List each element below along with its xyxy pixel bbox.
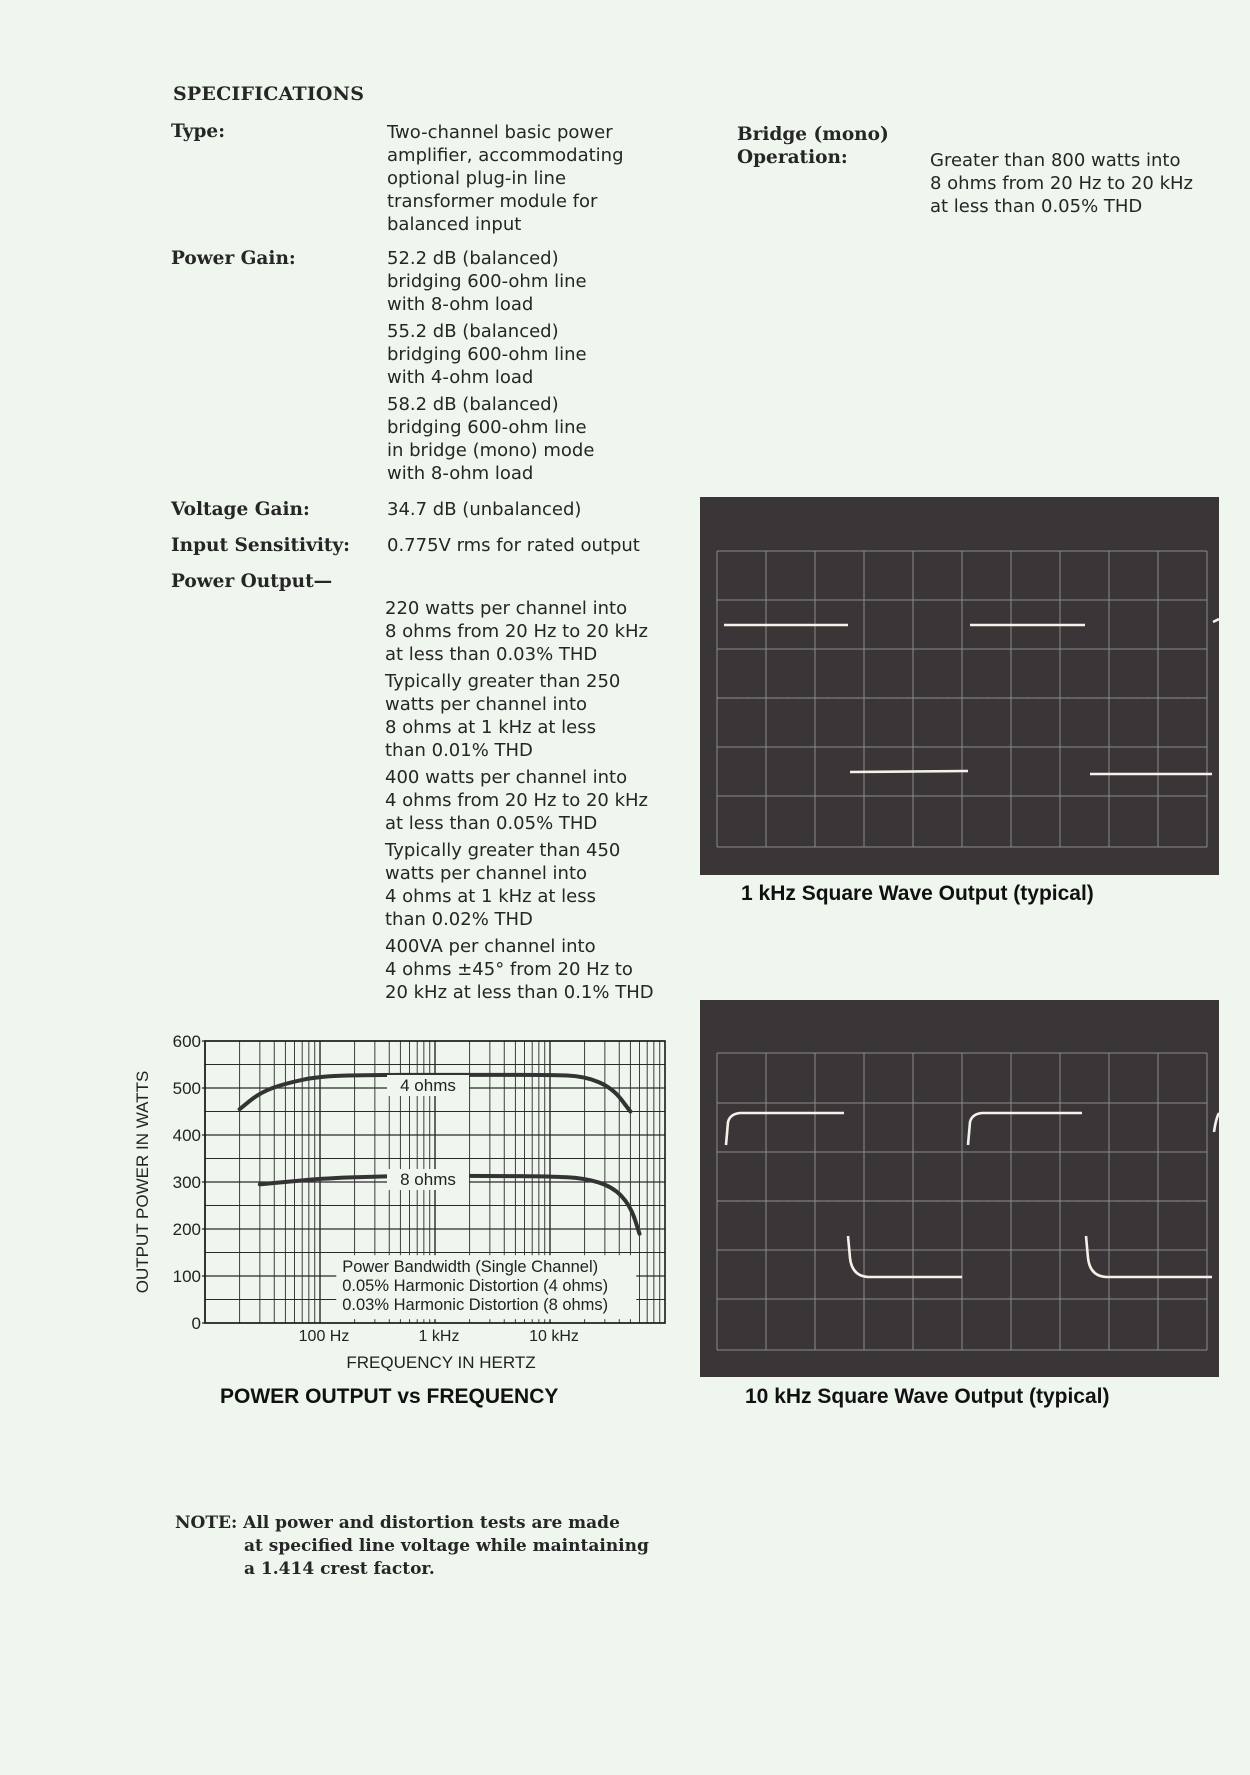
power-output-value-5: 400VA per channel into 4 ohms ±45° from 20 Hz to 20 kHz at less than 0.1% THD <box>385 936 654 1003</box>
power-gain-values <box>387 247 594 485</box>
scope-10khz-caption: 10 kHz Square Wave Output (typical) <box>745 1385 1110 1408</box>
scope-1khz-caption: 1 kHz Square Wave Output (typical) <box>741 882 1094 905</box>
y-axis-label: OUTPUT POWER IN WATTS <box>133 1070 152 1294</box>
voltage-gain-value: 34.7 dB (unbalanced) <box>387 499 582 520</box>
note-line-1: NOTE: All power and distortion tests are made <box>175 1513 620 1533</box>
y-tick-label: 600 <box>172 1032 201 1051</box>
power-gain-label: Power Gain: <box>171 248 296 269</box>
power-output-values <box>385 597 654 1004</box>
series-label: 4 ohms <box>400 1076 456 1095</box>
power-output-label: Power Output— <box>171 571 333 592</box>
bridge-label-1: Bridge (mono) <box>737 124 889 145</box>
input-sensitivity-label: Input Sensitivity: <box>171 535 350 556</box>
note-line-3: a 1.414 crest factor. <box>244 1559 435 1579</box>
scope-1khz-trace <box>700 497 1219 875</box>
voltage-gain-label: Voltage Gain: <box>171 499 310 520</box>
scope-10khz-trace <box>700 1000 1219 1377</box>
power-output-value-4: Typically greater than 450 watts per channel into 4 ohms at 1 kHz at less than 0.02% THD <box>385 840 621 930</box>
chart-title: POWER OUTPUT vs FREQUENCY <box>220 1385 559 1408</box>
chart-annotation: Power Bandwidth (Single Channel) <box>342 1258 599 1277</box>
x-tick-label: 100 Hz <box>298 1328 350 1345</box>
y-tick-label: 0 <box>191 1314 201 1333</box>
x-tick-label: 1 kHz <box>418 1328 460 1345</box>
scope-10khz-photo <box>700 1000 1219 1377</box>
y-tick-label: 100 <box>172 1267 201 1286</box>
chart-annotation: 0.05% Harmonic Distortion (4 ohms) <box>342 1277 609 1296</box>
bridge-label-2: Operation: <box>737 147 848 168</box>
chart-series <box>240 1075 640 1234</box>
type-label: Type: <box>171 121 226 142</box>
bridge-value-text: Greater than 800 watts into 8 ohms from 20 Hz to 20 kHz at less than 0.05% THD <box>930 150 1193 217</box>
power-gain-value-1: 52.2 dB (balanced) bridging 600-ohm line with 8-ohm load <box>387 248 587 315</box>
x-axis-label: FREQUENCY IN HERTZ <box>346 1353 536 1372</box>
power-gain-value-2: 55.2 dB (balanced) bridging 600-ohm line with 4-ohm load <box>387 321 587 388</box>
type-value-text: Two-channel basic power amplifier, accommodating optional plug-in line transformer module for balanced input <box>387 122 624 235</box>
power-output-value-1: 220 watts per channel into 8 ohms from 20 Hz to 20 kHz at less than 0.03% THD <box>385 598 648 665</box>
input-sensitivity-value: 0.775V rms for rated output <box>387 535 640 556</box>
y-tick-label: 500 <box>172 1079 201 1098</box>
power-vs-frequency-chart <box>120 1025 680 1405</box>
power-output-value-3: 400 watts per channel into 4 ohms from 20 Hz to 20 kHz at less than 0.05% THD <box>385 767 648 834</box>
note-line-2: at specified line voltage while maintaining <box>244 1536 649 1556</box>
power-gain-value-3: 58.2 dB (balanced) bridging 600-ohm line in bridge (mono) mode with 8-ohm load <box>387 394 595 484</box>
chart-labels <box>133 1032 636 1372</box>
scope-1khz-photo <box>700 497 1219 875</box>
type-value <box>387 121 624 236</box>
specifications-heading: SPECIFICATIONS <box>173 83 365 105</box>
y-tick-label: 200 <box>172 1220 201 1239</box>
y-tick-label: 300 <box>172 1173 201 1192</box>
bridge-value <box>930 149 1193 218</box>
x-tick-label: 10 kHz <box>529 1328 579 1345</box>
y-tick-label: 400 <box>172 1126 201 1145</box>
series-label: 8 ohms <box>400 1170 456 1189</box>
power-output-value-2: Typically greater than 250 watts per channel into 8 ohms at 1 kHz at less than 0.01% THD <box>385 671 621 761</box>
chart-annotation: 0.03% Harmonic Distortion (8 ohms) <box>342 1296 609 1315</box>
